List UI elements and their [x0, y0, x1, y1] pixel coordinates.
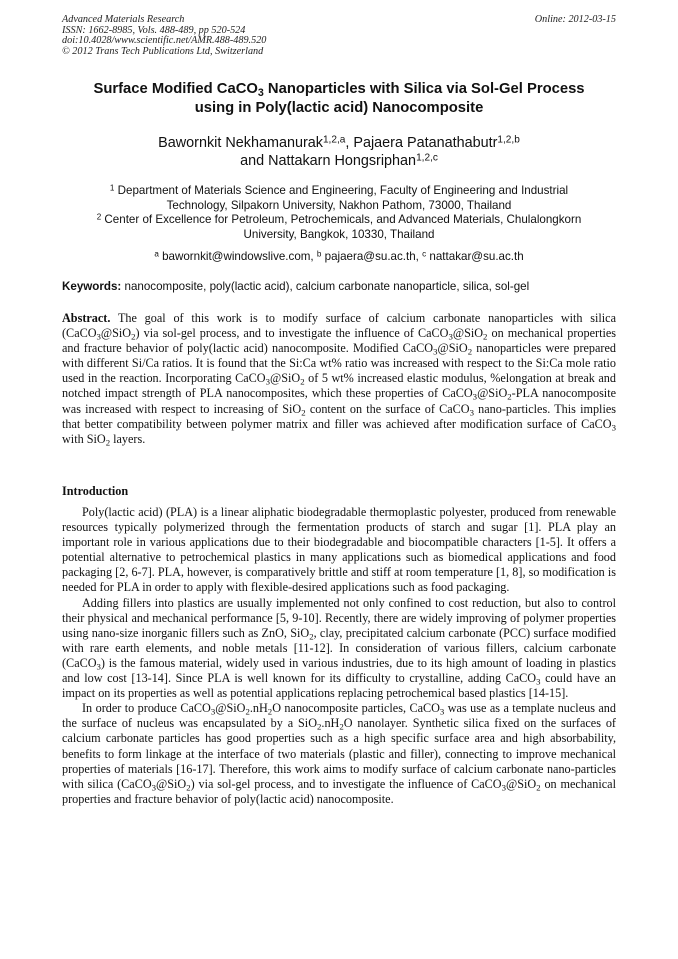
email-a: bawornkit@windowslive.com, — [158, 250, 317, 263]
copyright-line: © 2012 Trans Tech Publications Ltd, Switzerland — [62, 45, 264, 57]
paper-title: Surface Modified CaCO$_3$ Nanoparticles with Silica via Sol-Gel Process using in Poly(lactic acid) Nanocomposite — [93, 81, 585, 116]
abstract: Abstract. The goal of this work is to modify surface of calcium carbonate nanoparticles with silica (CaCO$_3$@SiO$_2$) via sol-gel process, and to investigate the influence of CaCO$_3$@SiO$_2$ on mechanical properties and fracture behavior of poly(lactic acid) nanocomposite. Modified CaCO$_3$@SiO$_2$ nanoparticles were prepared with different Si/Ca ratios. It is found that the Si:Ca wt% ratio was increased with respect to the Si:Ca mole ratio used in the reaction. Incorporating CaCO$_3$@SiO$_2$ of 5 wt% increased elastic modulus, %elongation at break and notched impact strength of PLA nanocomposites, which these properties of CaCO$_3$@SiO$_2$-PLA nanocomposite was increased with respect to increasing of SiO$_2$ content on the surface of CaCO$_3$ nano-particles. This implies that better compatibility between polymer matrix and filler was achieved after modification surface of CaCO$_3$ with SiO$_2$ layers. — [62, 311, 616, 448]
email-b: pajaera@su.ac.th, — [321, 250, 423, 263]
journal-header — [62, 15, 616, 57]
abstract-label: Abstract. — [62, 311, 111, 325]
email-c: nattakar@su.ac.th — [426, 250, 524, 263]
doi-line: doi:10.4028/www.scientific.net/AMR.488-489.520 — [62, 35, 267, 47]
introduction-body — [62, 505, 616, 807]
author-1: Bawornkit Nekhamanurak — [158, 135, 323, 151]
keywords-label: Keywords: — [62, 280, 122, 293]
issn-line: ISSN: 1662-8985, Vols. 488-489, pp 520-524 — [62, 24, 246, 36]
keywords — [62, 280, 616, 294]
intro-paragraph-1: Poly(lactic acid) (PLA) is a linear aliphatic biodegradable thermoplastic polyester, produced from renewable resources typically polymerized through the fermentation products of starch and sugar [1]. PLA play an important role in various applications due to their biodegradable and biocompatible characters [1-5]. It offers a potential alternative to petrochemical plastics in many applications such as biomedical applications and food packaging [2, 6-7]. PLA, however, is comparatively brittle and stiff at room temperature [1, 8], so modification is needed for PLA in order to apply with flexible-desired applications such as food packaging. — [62, 505, 616, 595]
email-list: $^a$ bawornkit@windowslive.com, $^b$ pajaera@su.ac.th, $^c$ nattakar@su.ac.th — [154, 249, 524, 263]
intro-paragraph-3: In order to produce $CaCO_3@SiO_2.nH_2O$ nanocomposite particles, CaCO$_3$ was use as a template nucleus and the surface of nucleus was encapsulated by a $SiO_2.nH_2O$ nanolayer. Synthetic silica fixed on the surfaces of calcium carbonate particles has good properties such as a high specific surface area and high absorbability, benefits to form linkage at the interface of two materials (plastic and filler), connecting to improve mechanical properties of materials [16-17]. Therefore, this work aims to modify surface of calcium carbonate nano-particles with silica (CaCO$_3$@SiO$_2$) via sol-gel process, and to investigate the influence of CaCO$_3$@SiO$_2$ on mechanical properties and fracture behavior of poly(lactic acid) nanocomposite. — [62, 701, 616, 806]
journal-name: Advanced Materials Research — [62, 14, 185, 25]
author-3: and Nattakarn Hongsriphan — [240, 153, 417, 169]
author-2: , Pajaera Patanathabutr — [345, 135, 498, 151]
online-date: Online: 2012-03-15 — [534, 14, 616, 25]
author-list: Bawornkit Nekhamanurak$^{1,2,a}$, Pajaera Patanathabutr$^{1,2,b}$ and Nattakarn Hongsriphan$^{1,2,c}$ — [158, 134, 520, 169]
affiliations: $^1$ Department of Materials Science and Engineering, Faculty of Engineering and Industrial Technology, Silpakorn University, Nakhon Pathom, 73000, Thailand $^2$ Center of Excellence for Petroleum, Petrochemicals, and Advanced Materials, Chulalongkorn University, Bangkok, 10330, Thailand — [96, 183, 582, 241]
introduction-heading: Introduction — [62, 484, 129, 498]
keywords-text: nanocomposite, poly(lactic acid), calcium carbonate nanoparticle, silica, sol-gel — [121, 280, 530, 293]
intro-paragraph-2: Adding fillers into plastics are usually implemented not only confined to cost reduction, but also to control their physical and mechanical performance [5, 9-10]. Recently, there are widely improving of polymer properties using nano-size inorganic fillers such as ZnO, SiO$_2$, clay, precipitated calcium carbonate (PCC) surface modified with rare earth elements, and noble metals [11-12]. In consideration of various fillers, calcium carbonate (CaCO$_3$) is the famous material, widely used in various industries, due to its high amount of loading in plastics and low cost [13-14]. Since PLA is well known for its difficulty to crystalline, adding CaCO$_3$ could have an impact on its properties as well as potential applications replacing petrochemical based plastics [14-15]. — [62, 595, 617, 701]
